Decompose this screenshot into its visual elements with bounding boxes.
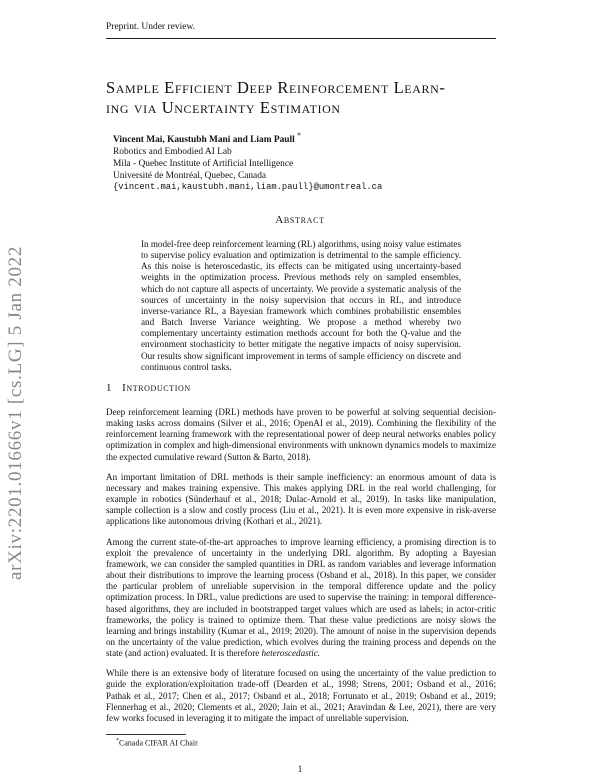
section-title: Introduction [122,382,191,394]
author-emails: {vincent.mai,kaustubh.mani,liam.paull}@umontreal.ca [113,182,383,193]
paragraph: While there is an extensive body of literature focused on using the uncertainty of the value prediction to guide the exploration/exploitation trade-off (Dearden et al., 1998; Strens, 2001; Osband et al., 2016; Pathak et al., 2017; Chen et al., 2017; Osband et al., 2018; Fortunato et al., 2019; Osband et al., 2019; Flennerhag et al., 2020; Clements et al., 2020; Jain et al., 2021; Aravindan & Lee, 2021), there are very few works focused in leveraging it to mitigate the impact of unreliable supervision. [106,668,496,723]
paragraph: Deep reinforcement learning (DRL) methods have proven to be powerful at solving sequential decision-making tasks across domains (Silver et al., 2016; OpenAI et al., 2019). Combining the flexibility of the reinforcement learning framework with the representational power of deep neural networks enables policy optimization in complex and high-dimensional environments with unknown dynamics models to maximize the expected cumulative reward (Sutton & Barto, 2018). [106,407,496,462]
author-footnote-mark: * [297,131,301,140]
title-line-1: Sample Efficient Deep Reinforcement Learn- [106,78,446,97]
affiliation-line: Robotics and Embodied AI Lab [113,146,232,157]
footnote [116,738,198,748]
page-number: 1 [297,765,303,775]
running-head: Preprint. Under review. [106,22,196,32]
abstract-text: In model-free deep reinforcement learning (RL) algorithms, using noisy value estimates to supervise policy evaluation and optimization is detrimental to the sample efficiency. As this noise is heteroscedastic, its effects can be mitigated using uncertainty-based weights in the optimization process. Previous methods rely on sampled ensembles, which do not capture all aspects of uncertainty. We provide a systematic analysis of the sources of uncertainty in the noisy supervision that occurs in RL, and introduce inverse-variance RL, a Bayesian framework which combines probabilistic ensembles and Batch Inverse Variance weighting. We propose a method whereby two complementary uncertainty estimation methods account for both the Q-value and the environment stochasticity to better mitigate the negative impacts of noisy supervision. Our results show significant improvement in terms of sample efficiency on discrete and continuous control tasks. [141,239,461,372]
footnote-divider [106,734,186,735]
paper-title [106,78,506,118]
author-block [113,130,382,194]
author-names-line [113,130,382,147]
arxiv-identifier: arXiv:2201.01666v1 [cs.LG] 5 Jan 2022 [5,245,26,580]
header-divider [106,38,496,39]
italic-term: heteroscedastic. [261,648,321,659]
section-number: 1 [106,382,113,394]
footnote-mark: * [116,738,119,744]
affiliation-line: Mila - Quebec Institute of Artificial Intelligence [113,158,294,169]
introduction-body [106,407,496,733]
title-line-2: ing via Uncertainty Estimation [106,98,341,117]
affiliation-line: Université de Montréal, Quebec, Canada [113,170,267,181]
abstract-heading: Abstract [275,214,325,226]
footnote-text: Canada CIFAR AI Chair [119,738,198,748]
section-heading-introduction [106,382,191,394]
paragraph-text: Among the current state-of-the-art approaches to improve learning efficiency, a promising direction is to exploit the prevalence of uncertainty in the underlying DRL algorithm. By adopting a Bayesian framework, we can consider the sampled quantities in DRL as random variables and leverage information about their distributions to improve the learning process (Osband et al., 2018). In this paper, we consider the particular problem of unreliable supervision in the temporal difference update and the policy optimization process. In DRL, value predictions are used to supervise the training: in temporal difference-based algorithms, they are included in bootstrapped target values which are used as labels; in actor-critic frameworks, the policy is trained to optimize them. That these value predictions are noisy slows the learning and brings instability (Kumar et al., 2019; 2020). The amount of noise in the supervision depends on the uncertainty of the value prediction, which evolves during the training process and depends on the state (and action) evaluated. It is therefore [106,536,496,659]
author-names: Vincent Mai, Kaustubh Mani and Liam Paull [113,135,295,146]
paragraph [106,537,496,660]
paragraph: An important limitation of DRL methods is their sample inefficiency: an enormous amount of data is necessary and makes training expensive. This makes applying DRL in the real world challenging, for example in robotics (Sünderhauf et al., 2018; Dulac-Arnold et al., 2019). In tasks like manipulation, sample collection is a slow and costly process (Liu et al., 2021). It is even more expensive in risk-averse applications like autonomous driving (Kothari et al., 2021). [106,471,496,527]
